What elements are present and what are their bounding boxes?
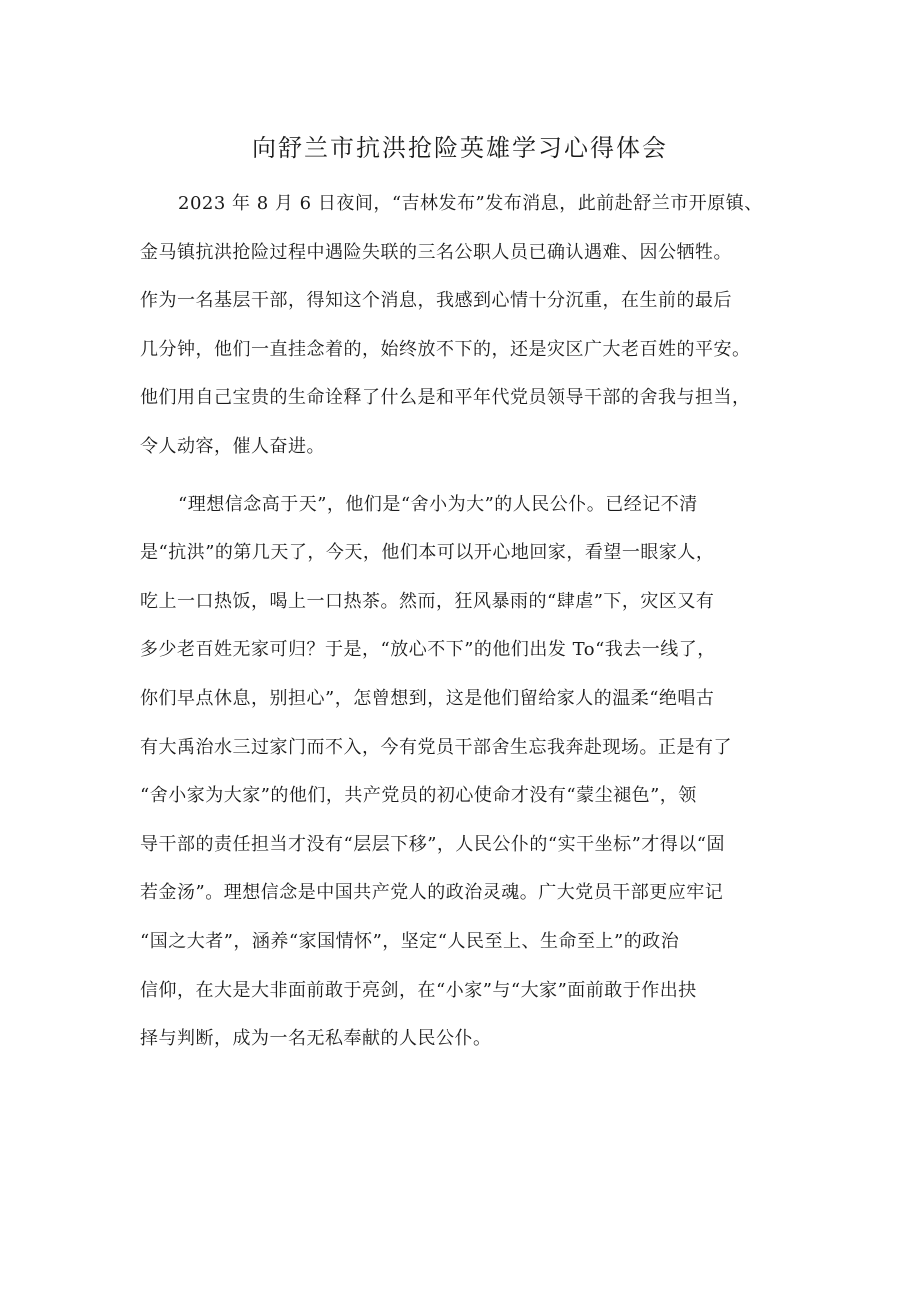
text-line: 导干部的责任担当才没有“层层下移”，人民公仆的“实干坐标”才得以“固 <box>140 833 726 855</box>
text-line: 作为一名基层干部，得知这个消息，我感到心情十分沉重，在生前的最后 <box>140 290 732 312</box>
text-line: 若金汤”。理想信念是中国共产党人的政治灵魂。广大党员干部更应牢记 <box>140 882 724 904</box>
text-line: “舍小家为大家”的他们，共产党员的初心使命才没有“蒙尘褪色”，领 <box>140 785 697 807</box>
text-line: 你们早点休息，别担心”，怎曾想到，这是他们留给家人的温柔“绝唱古 <box>140 687 715 709</box>
paragraph-gap <box>140 478 800 487</box>
text-line: 有大禹治水三过家门而不入，今有党员干部舍生忘我奔赴现场。正是有了 <box>140 736 732 758</box>
text-line: 择与判断，成为一名无私奉献的人民公仆。 <box>140 1028 492 1050</box>
text-line: “国之大者”，涵养“家国情怀”，坚定“人民至上、生命至上”的政治 <box>140 930 680 952</box>
text-line: 信仰，在大是大非面前敢于亮剑，在“小家”与“大家”面前敢于作出抉 <box>140 979 697 1001</box>
text-line: 吃上一口热饭，喝上一口热茶。然而，狂风暴雨的“肆虐”下，灾区又有 <box>140 590 715 612</box>
text-line: 令人动容，催人奋进。 <box>140 435 325 457</box>
text-line: 2023 年 8 月 6 日夜间，“吉林发布”发布消息，此前赴舒兰市开原镇、 <box>178 193 763 214</box>
text-line: “理想信念高于天”，他们是“舍小为大”的人民公仆。已经记不清 <box>178 493 698 515</box>
text-line: 是“抗洪”的第几天了，今天，他们本可以开心地回家，看望一眼家人， <box>140 542 715 564</box>
text-line: 多少老百姓无家可归？于是，“放心不下”的他们出发 To“我去一线了， <box>140 639 716 661</box>
document-title: 向舒兰市抗洪抢险英雄学习心得体会 <box>252 134 668 162</box>
text-line: 几分钟，他们一直挂念着的，始终放不下的，还是灾区广大老百姓的平安。 <box>140 338 751 360</box>
text-line: 他们用自己宝贵的生命诠释了什么是和平年代党员领导干部的舍我与担当， <box>140 387 751 409</box>
text-line: 金马镇抗洪抢险过程中遇险失联的三名公职人员已确认遇难、因公牺牲。 <box>140 241 732 263</box>
document-body <box>140 186 800 1070</box>
